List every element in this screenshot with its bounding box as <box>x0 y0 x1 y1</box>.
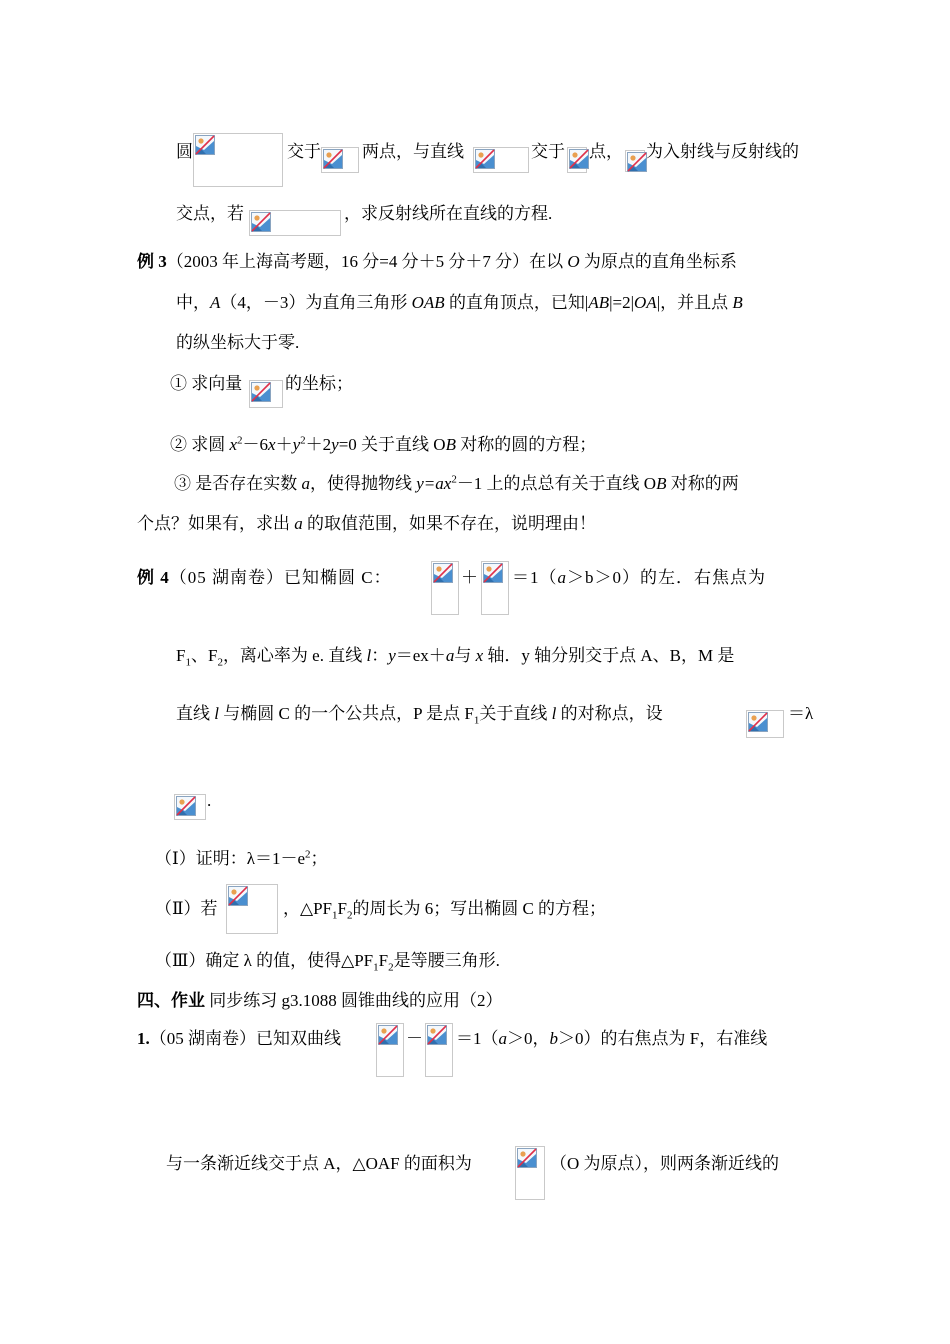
example-4-line1 <box>137 567 392 589</box>
formula-image <box>567 147 587 173</box>
text: 的坐标； <box>285 374 353 393</box>
text: 两点，与直线 <box>362 142 464 161</box>
text: y=ax <box>416 474 452 493</box>
text: y <box>331 435 339 454</box>
homework-heading <box>137 990 503 1012</box>
text: 2 <box>237 434 243 447</box>
text: 轴．y 轴分别交于点 A、B，M 是 <box>487 646 735 665</box>
text-line <box>550 1153 779 1175</box>
text-line <box>283 898 606 920</box>
broken-image-icon <box>427 1025 447 1045</box>
text: ＞0， <box>507 1029 550 1048</box>
formula-image <box>249 210 341 236</box>
text: ，求反射线所在直线的方程. <box>344 204 553 223</box>
text: ； <box>310 849 328 868</box>
text: （4，－3）为直角三角形 <box>220 293 408 312</box>
text: B <box>445 435 456 454</box>
text-line <box>646 141 799 163</box>
example-4-line2 <box>176 645 734 667</box>
text: ＝1（ <box>512 568 558 587</box>
fraction-image <box>425 1023 453 1077</box>
text: 2 <box>451 473 457 486</box>
text: y <box>292 435 301 454</box>
example-4-part3 <box>155 950 500 972</box>
example-3-q2 <box>170 434 596 456</box>
fraction-image <box>376 1023 404 1077</box>
text: 与 <box>454 646 472 665</box>
text-line <box>287 141 321 163</box>
text: a <box>294 514 303 533</box>
text: 为入射线与反射线的 <box>646 142 799 161</box>
text: ＋2 <box>305 435 332 454</box>
broken-image-icon <box>378 1025 398 1045</box>
broken-image-icon <box>475 149 495 169</box>
text: 1 <box>473 714 480 727</box>
text: 1 <box>373 961 379 974</box>
text: －1 上的点总有关于直线 O <box>456 474 657 493</box>
text: a <box>498 1029 507 1048</box>
text-line <box>456 1028 767 1050</box>
homework-1-line1 <box>137 1028 341 1050</box>
text: （05 湖南卷）已知椭圆 C： <box>169 568 392 587</box>
text-line <box>344 203 552 225</box>
text: （O 为原点），则两条渐近线的 <box>550 1154 780 1173</box>
text: x <box>229 435 238 454</box>
text: |=2| <box>609 293 635 312</box>
text: B <box>656 474 667 493</box>
text: a <box>301 474 310 493</box>
text-line <box>362 141 464 163</box>
text: ＞b＞0）的左．右焦点为 <box>567 568 766 587</box>
text: AB <box>588 293 610 312</box>
text: 的周长为 6；写出椭圆 C 的方程； <box>352 899 607 918</box>
example-3-q3 <box>174 473 739 495</box>
text: （2003 年上海高考题，16 分=4 分＋5 分＋7 分）在以 <box>166 252 564 271</box>
text: . <box>207 791 212 810</box>
text: l <box>366 646 372 665</box>
text: 点， <box>589 142 623 161</box>
text: ＝λ <box>788 704 814 723</box>
example-label: 例 3 <box>137 252 167 271</box>
example-4-part2 <box>155 898 218 920</box>
example-3-line1 <box>137 251 737 273</box>
formula-image <box>226 884 278 934</box>
text: 对称的两 <box>670 474 739 493</box>
broken-image-icon <box>569 149 589 169</box>
text: 的对称点，设 <box>560 704 663 723</box>
text: （05 湖南卷）已知双曲线 <box>149 1029 341 1048</box>
text: － <box>406 1029 423 1048</box>
text: b <box>549 1029 558 1048</box>
text: 2 <box>305 848 311 861</box>
broken-image-icon <box>433 563 453 583</box>
text: x <box>475 646 484 665</box>
text: ① 求向量 <box>170 374 243 393</box>
broken-image-icon <box>483 563 503 583</box>
broken-image-icon <box>748 712 768 732</box>
text-line <box>176 141 193 163</box>
text-line <box>461 567 478 589</box>
problem-number: 1. <box>137 1029 150 1048</box>
text: F <box>176 646 186 665</box>
text: a <box>445 646 455 665</box>
fraction-image <box>515 1146 545 1200</box>
text: 中， <box>176 293 210 312</box>
text: 是等腰三角形. <box>393 951 500 970</box>
text: OA <box>634 293 657 312</box>
text: 为原点的直角坐标系 <box>583 252 737 271</box>
broken-image-icon <box>176 796 196 816</box>
text-line <box>285 373 353 395</box>
text: 直线 <box>176 704 210 723</box>
text: a <box>557 568 567 587</box>
formula-image <box>746 710 784 738</box>
example-4-line3 <box>176 703 663 725</box>
text: 对称的圆的方程； <box>460 435 597 454</box>
text: （Ⅱ）若 <box>155 899 218 918</box>
formula-image <box>174 794 206 820</box>
example-3-q3-cont <box>137 513 596 535</box>
section-title: 四、作业 <box>137 991 205 1010</box>
text: |，并且点 <box>656 293 729 312</box>
formula-image <box>321 147 359 173</box>
text: x <box>268 435 276 454</box>
text: ＋ <box>275 435 293 454</box>
text: O <box>567 252 580 271</box>
fraction-image <box>431 561 459 615</box>
text-line <box>788 703 813 725</box>
text: 同步练习 g3.1088 圆锥曲线的应用（2） <box>209 991 503 1010</box>
text: ② 求圆 <box>170 435 226 454</box>
text: （Ⅲ）确定 λ 的值，使得△PF <box>155 951 374 970</box>
text: ＝ex＋ <box>395 646 446 665</box>
text-line <box>512 567 766 589</box>
example-3-line3 <box>176 332 299 354</box>
text: 的纵坐标大于零. <box>176 333 300 352</box>
text: －6 <box>242 435 269 454</box>
text: 的直角顶点，已知| <box>448 293 589 312</box>
broken-image-icon <box>195 135 215 155</box>
broken-image-icon <box>251 382 271 402</box>
text: ③ 是否存在实数 <box>174 474 298 493</box>
text: ，使得抛物线 <box>310 474 412 493</box>
text: （Ⅰ）证明：λ＝1－e <box>155 849 306 868</box>
text: ＋ <box>461 568 478 587</box>
text: OAB <box>411 293 445 312</box>
text: A <box>210 293 221 312</box>
text: B <box>732 293 743 312</box>
example-3-q1 <box>170 373 242 395</box>
text-line <box>406 1028 423 1050</box>
formula-image <box>249 380 283 408</box>
broken-image-icon <box>517 1148 537 1168</box>
text: 2 <box>217 656 223 669</box>
text: F <box>378 951 389 970</box>
text: 2 <box>388 961 394 974</box>
text: 交于 <box>287 142 321 161</box>
text: 1 <box>331 909 338 922</box>
text: 关于直线 <box>479 704 548 723</box>
formula-image <box>473 147 529 173</box>
broken-image-icon <box>228 886 248 906</box>
text: F <box>337 899 347 918</box>
text: ＞0）的右焦点为 F，右准线 <box>558 1029 768 1048</box>
text: ，△PF <box>283 899 332 918</box>
text: ，离心率为 e. 直线 <box>222 646 363 665</box>
text: 、F <box>190 646 218 665</box>
broken-image-icon <box>251 212 271 232</box>
text-line <box>207 790 211 812</box>
formula-image <box>193 133 283 187</box>
text: 个点？如果有，求出 <box>137 514 290 533</box>
text-line <box>589 141 623 163</box>
text: ＝1（ <box>456 1029 499 1048</box>
text-line <box>176 203 244 225</box>
example-4-part1 <box>155 848 328 870</box>
example-label: 例 4 <box>137 568 170 587</box>
text: 的取值范围，如果不存在，说明理由！ <box>307 514 596 533</box>
text-line <box>531 141 565 163</box>
text: 与一条渐近线交于点 A，△OAF 的面积为 <box>166 1154 472 1173</box>
text: 圆 <box>176 142 193 161</box>
text: l <box>551 704 557 723</box>
text: 交点，若 <box>176 204 244 223</box>
text: 2 <box>300 434 306 447</box>
homework-1-line2 <box>166 1153 472 1175</box>
example-3-line2 <box>176 292 743 314</box>
text: ： <box>371 646 389 665</box>
text: l <box>214 704 219 723</box>
text: 2 <box>346 909 353 922</box>
broken-image-icon <box>627 152 647 172</box>
text: 1 <box>185 656 191 669</box>
fraction-image <box>481 561 509 615</box>
text: =0 关于直线 O <box>338 435 446 454</box>
broken-image-icon <box>323 149 343 169</box>
text: 与椭圆 C 的一个公共点，P 是点 F <box>223 704 474 723</box>
formula-image <box>625 150 645 172</box>
text: 交于 <box>531 142 565 161</box>
text: y <box>388 646 396 665</box>
